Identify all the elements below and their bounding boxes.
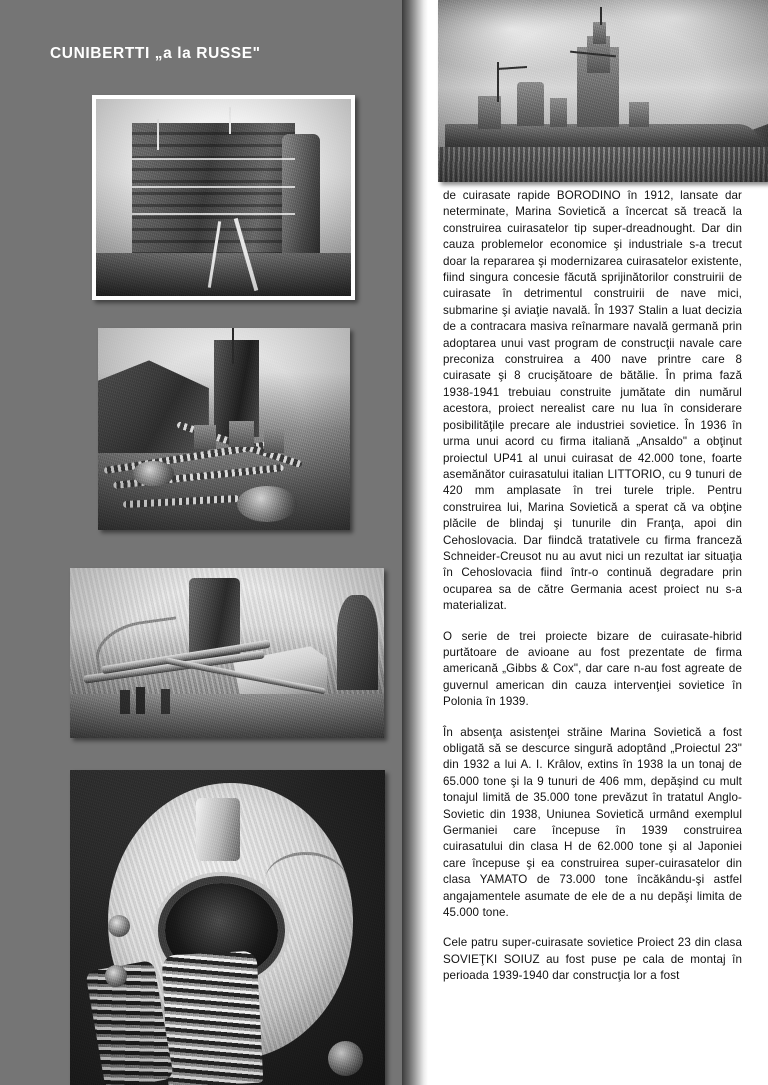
battleship-at-sea-photo <box>438 0 768 182</box>
foredeck-anchor-chains-photo <box>98 328 350 530</box>
article-paragraph: Cele patru super-cuirasate sovietice Proiect 23 din clasa SOVIEŢKI SOIUZ au fost puse pe cala de montaj în perioada 1939-1940 dar construcţia lor a fost <box>443 936 742 983</box>
breech-artwork <box>70 770 385 1085</box>
gun-breech-mechanism-photo <box>70 770 385 1085</box>
article-paragraph: O serie de trei proiecte bizare de cuirasate-hibrid purtătoare de avioane au fost prezentate de firma americană „Gibbs & Cox", dar care n-au fost agreate de guvernul american din cauza intervenţiei sovietice în Polonia în 1939. <box>443 629 742 709</box>
superstructure-artwork <box>96 99 351 296</box>
foredeck-artwork <box>98 328 350 530</box>
turret-artwork <box>70 568 384 738</box>
article-paragraph: În absenţa asistenţei străine Marina Sovietică a fost obligată să se descurce singură adoptând „Proiectul 23" din 1932 a lui A. I. Krâlov, extins în 1938 la un tonaj de 65.000 tone şi la 9 tunuri de 406 mm, depăşind cu mult tonajul limită de 35.000 tone prevăzut în tratatul Anglo-Sovietic din 1938, Uniunea Sovietică urmând exemplul Germaniei care începuse în 1939 construirea cuirasatului din clasa H de 62.000 tone şi al Japoniei care începuse şi ea construirea super-cuirasatelor din clasa YAMATO de 73.000 tone încăkându-şi astfel angajamentele asumate de ele de a nu depăşi limita de 45.000 tone. <box>443 725 742 920</box>
main-turret-and-guns-photo <box>70 568 384 738</box>
battleship-artwork <box>438 0 768 182</box>
article-paragraph: de cuirasate rapide BORODINO în 1912, lansate dar neterminate, Marina Sovietică a încercat să treacă la construirea cuirasatelor tip super-dreadnought. Dar din cauza problemelor economice şi industriale s-a trecut doar la repararea şi modernizarea cuirasatelor existente, fiind singura concesie făcută sprijinătorilor construirii de cuirasate în detrimentul construirii de nave mici, submarine şi aviaţie navală. În 1937 Stalin a luat decizia de a contracara masiva reînarmare navală germană prin adoptarea unui vast program de construcţii navale care preconiza construirea a 400 nave printre care 8 cuirasate şi 8 crucişătoare de bătălie. În prima fază 1938-1941 trebuiau construite jumătate din numărul acestora, proiect nerealist care nu lua în considerare posibilităţile precare ale industriei sovietice. În 1936 în urma unui acord cu firma italiană „Ansaldo" a obţinut proiectul UP41 al unui cuirasat de 42.000 tone, foarte asemănător cuirasatului italian LITTORIO, cu 9 tunuri de 420 mm amplasate în trei turele triple. Pentru construirea lui, Marina Sovietică a sperat că va obţine plăcile de blindaj şi tunurile din Franţa, apoi din Cehoslovacia. Dar fiindcă tratativele cu firma franceză Schneider-Creusot nu au avut nici un rezultat iar situaţia în Cehoslovacia fiind într-o continuă degradare prin ocuparea sa de către Germania acest proiect nu s-a materializat. <box>443 189 742 613</box>
ship-superstructure-under-construction-photo <box>92 95 355 300</box>
article-text-column <box>443 188 742 985</box>
page-title: CUNIBERTTI „a la RUSSE" <box>50 45 261 62</box>
panel-divider-shadow <box>402 0 428 1085</box>
